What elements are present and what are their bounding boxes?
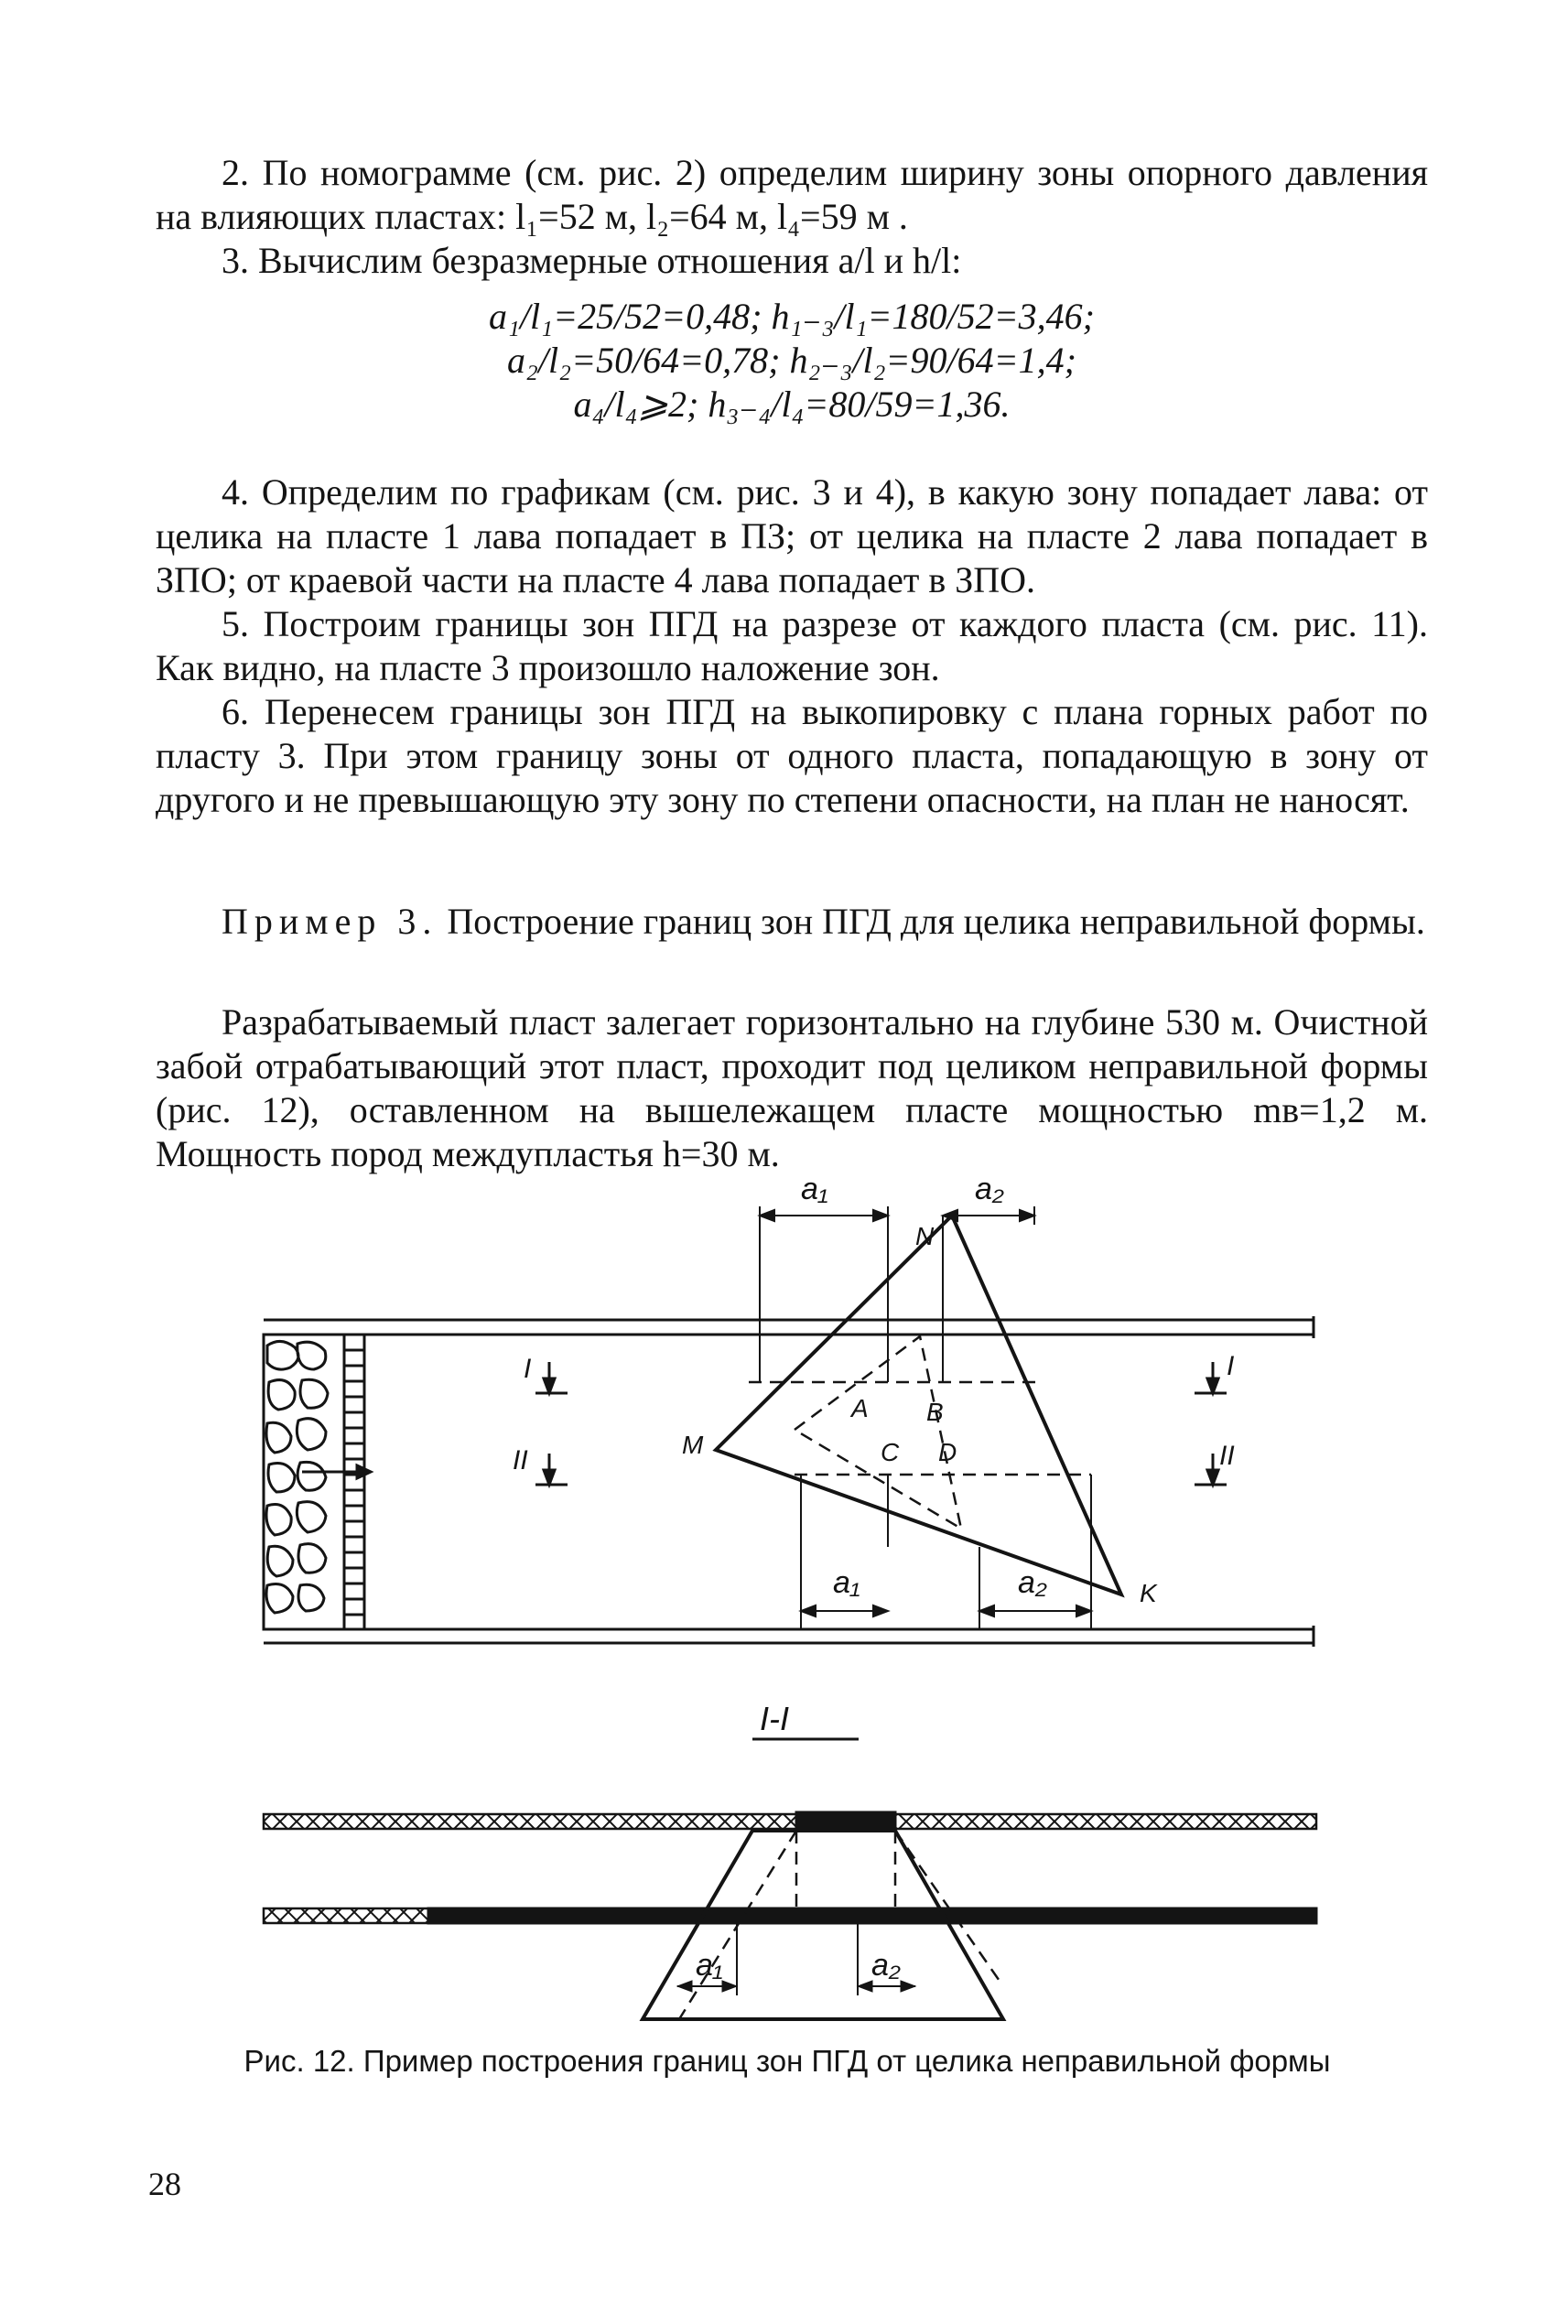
label-A: A: [851, 1394, 869, 1422]
bottom-reference-lines: [801, 1475, 1091, 1629]
example-label: Пример 3.: [222, 901, 438, 942]
section-view: [264, 1739, 1316, 2019]
paragraph-step-5: 5. Построим границы зон ПГД на разрезе от каждого пласта (см. рис. 11). Как видно, на пласте 3 произошло наложение зон.: [156, 603, 1428, 688]
figure-caption: Рис. 12. Пример построения границ зон ПГД от целика неправильной формы: [243, 2044, 1331, 2078]
label-II-right: II: [1219, 1441, 1235, 1471]
inner-dashed-triangle: [795, 1336, 961, 1529]
label-K: K: [1140, 1579, 1157, 1607]
example-title: Построение границ зон ПГД для целика неправильной формы.: [447, 901, 1425, 942]
label-N: N: [915, 1222, 935, 1250]
steps-text: [156, 470, 1428, 822]
example-heading: [156, 900, 1428, 944]
label-M: M: [682, 1431, 704, 1459]
label-a2-bottom: a₂: [1018, 1565, 1047, 1600]
pillar-upper-seam: [796, 1812, 895, 1831]
section-reference-lines: [737, 1923, 858, 1995]
dimension-bottom: [801, 1605, 1091, 1616]
figure-12: [247, 1162, 1346, 2023]
label-a2-top: a₂: [975, 1172, 1004, 1206]
label-a1-section: a₁: [696, 1948, 723, 1983]
formula-line-3: a₄/l₄⩾2; h₃₋₄/l₄=80/59=1,36.: [573, 384, 1011, 425]
upper-seam: [264, 1814, 1316, 1829]
section-marker-left: [535, 1362, 568, 1485]
label-a2-section: a₂: [871, 1948, 901, 1983]
pgd-zone-trapezoid: [643, 1831, 1003, 2019]
upper-roadway: [264, 1316, 1314, 1338]
formula-line-2: a₂/l₂=50/64=0,78; h₂₋₃/l₂=90/64=1,4;: [507, 340, 1076, 381]
dimension-top: [760, 1206, 1034, 1225]
lower-roadway: [264, 1626, 1314, 1647]
label-I-right: I: [1227, 1351, 1235, 1381]
formula-block: [156, 295, 1428, 427]
paragraph-description: Разрабатываемый пласт залегает горизонтально на глубине 530 м. Очистной забой отрабатывающий этот пласт, проходит под целиком неправильной формы (рис. 12), оставленном на вышележащем пласте мощностью mв=1,2 м. Мощность пород междупластья h=30 м.: [156, 1001, 1428, 1174]
label-D: D: [938, 1438, 957, 1466]
label-I-left: I: [524, 1354, 532, 1384]
paragraph-step-4: 4. Определим по графикам (см. рис. 3 и 4), в какую зону попадает лава: от целика на пласте 1 лава попадает в ПЗ; от целика на пласте 2 лава попадает в ЗПО; от краевой части на пласте 4 лава попадает в ЗПО.: [156, 471, 1428, 600]
page-number: 28: [148, 2166, 181, 2202]
example-3: [156, 900, 1428, 944]
lower-seam: [428, 1908, 1316, 1923]
example-description: [156, 1000, 1428, 1176]
pillar-triangle-MNK: [716, 1216, 1121, 1594]
goaf-rocks: [264, 1335, 344, 1629]
label-B: B: [926, 1398, 944, 1426]
inner-dashed-slopes: [679, 1831, 1003, 2019]
paragraph-step-6: 6. Перенесем границы зон ПГД на выкопировку с плана горных работ по пласту 3. При этом границу зоны от одного пласта, попадающую в зону от другого и не превышающую эту зону по степени опасности, на план не наносят.: [156, 691, 1428, 820]
label-C: C: [881, 1438, 900, 1466]
lower-seam-goaf: [264, 1908, 428, 1923]
formula-line-1: a₁/l₁=25/52=0,48; h₁₋₃/l₁=180/52=3,46;: [489, 296, 1095, 337]
label-a1-top: a₁: [801, 1172, 828, 1206]
main-text: [156, 151, 1428, 283]
label-section: I-I: [760, 1700, 789, 1737]
paragraph-step-3: 3. Вычислим безразмерные отношения a/l и h/l:: [222, 240, 962, 281]
advance-arrow-head: [357, 1465, 371, 1478]
face-support: [344, 1335, 364, 1629]
label-a1-bottom: a₁: [833, 1565, 860, 1600]
label-II-left: II: [513, 1445, 528, 1475]
paragraph-step-2: 2. По номограмме (см. рис. 2) определим ширину зоны опорного давления на влияющих пластах: l₁=52 м, l₂=64 м, l₄=59 м .: [156, 152, 1428, 237]
